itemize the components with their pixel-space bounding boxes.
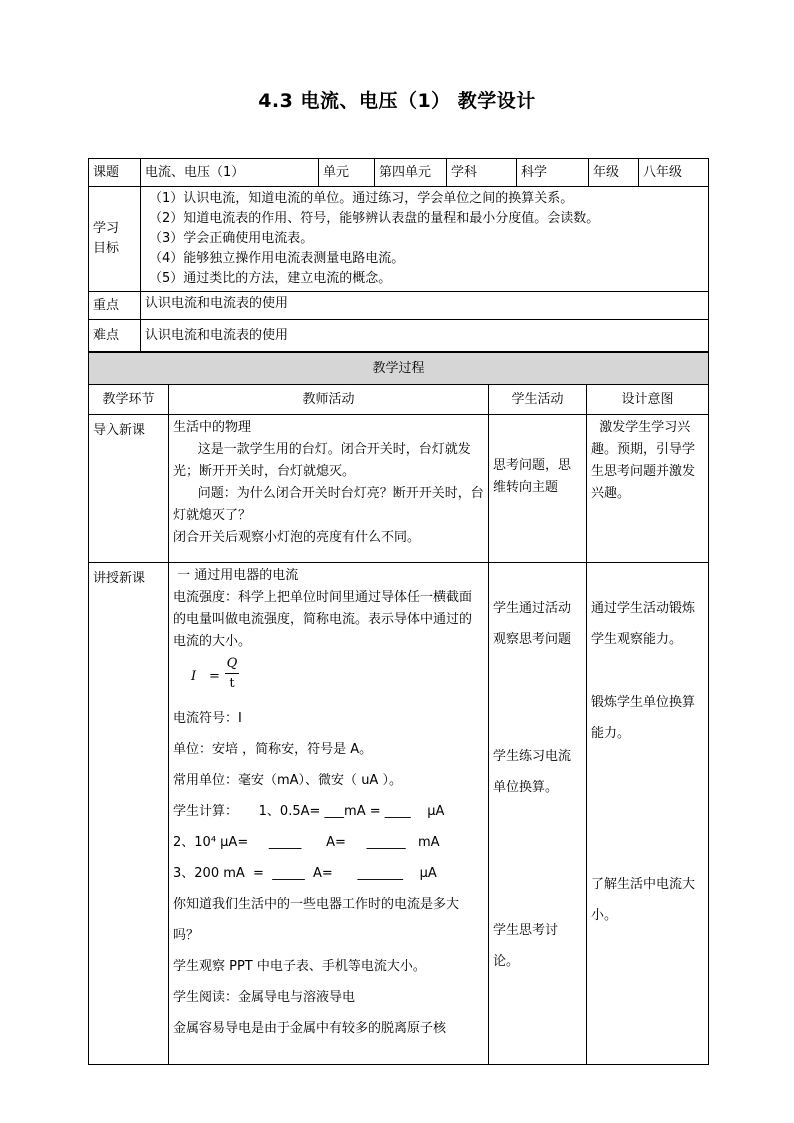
student-activity-2: 学生练习电流单位换算。 — [493, 749, 572, 795]
objectives-label-line1: 学习 — [93, 221, 120, 236]
calc-exercise-2: 2、10⁴ μA= _____ A= ______ mA — [173, 835, 440, 850]
column-header: 教学环节 — [89, 385, 169, 415]
grade-label: 年级 — [589, 159, 639, 187]
formula-equals: = — [209, 669, 220, 684]
info-table — [88, 158, 709, 352]
life-current-question: 你知道我们生活中的一些电器工作时的电流是多大吗？ — [173, 897, 460, 943]
new-teacher — [169, 563, 489, 1065]
intro-intent-text: 激发学生学习兴趣。预期，引导学生思考问题并激发兴趣。 — [591, 420, 696, 501]
subject-label: 学科 — [447, 159, 517, 187]
current-symbol: 电流符号：I — [173, 711, 242, 726]
new-heading: 一 通过用电器的电流 — [173, 568, 299, 583]
process-table — [88, 352, 709, 1065]
common-units: 常用单位：毫安（mA）、微安（ uA ）。 — [173, 773, 402, 788]
calc-exercise-3: 3、200 mA = _____ A= _______ μA — [173, 866, 437, 881]
observe-ppt: 学生观察 PPT 中电子表、手机等电流大小。 — [173, 959, 426, 974]
intent-3: 了解生活中电流大小。 — [591, 877, 696, 923]
formula-fraction — [225, 655, 239, 694]
objective-item: （5）通过类比的方法，建立电流的概念。 — [149, 271, 392, 286]
difficulty-label: 难点 — [89, 320, 141, 352]
difficulty-value: 认识电流和电流表的使用 — [141, 320, 709, 352]
subject-value: 科学 — [517, 159, 589, 187]
student-activity-1: 学生通过活动观察思考问题 — [493, 601, 572, 647]
key-point-value: 认识电流和电流表的使用 — [141, 292, 709, 320]
topic-value: 电流、电压（1） — [141, 159, 319, 187]
formula-numerator: Q — [225, 655, 239, 674]
column-header: 设计意图 — [587, 385, 709, 415]
objective-item: （4）能够独立操作用电流表测量电路电流。 — [149, 251, 405, 266]
current-definition: 电流强度：科学上把单位时间里通过导体任一横截面的电量叫做电流强度，简称电流。表示导体中通过的电流的大小。 — [173, 590, 473, 649]
intro-paragraph: 这是一款学生用的台灯。闭合开关时，台灯就发光；断开开关时，台灯就熄灭。 — [173, 442, 471, 479]
new-student — [489, 563, 587, 1065]
intent-2: 锻炼学生单位换算能力。 — [591, 695, 696, 741]
intro-stage-label: 导入新课 — [93, 423, 146, 438]
intent-1: 通过学生活动锻炼学生观察能力。 — [591, 601, 696, 647]
intro-student — [489, 415, 587, 563]
objectives-label — [89, 187, 141, 292]
formula-denominator: t — [229, 676, 235, 691]
current-formula — [173, 653, 484, 703]
new-stage — [89, 563, 169, 1065]
intro-heading: 生活中的物理 — [173, 420, 252, 435]
page-title: 4.3 电流、电压（1） 教学设计 — [258, 90, 536, 112]
topic-label: 课题 — [89, 159, 141, 187]
intro-observe: 闭合开关后观察小灯泡的亮度有什么不同。 — [173, 530, 421, 545]
objective-item: （3）学会正确使用电流表。 — [149, 231, 314, 246]
objective-item: （1）认识电流，知道电流的单位。通过练习，学会单位之间的换算关系。 — [149, 191, 574, 206]
column-header: 教师活动 — [169, 385, 489, 415]
grade-value: 八年级 — [639, 159, 709, 187]
intro-student-text: 思考问题，思维转向主题 — [493, 458, 572, 495]
objectives-list — [141, 187, 709, 292]
key-point-label: 重点 — [89, 292, 141, 320]
intro-question: 问题：为什么闭合开关时台灯亮？断开开关时，台灯就熄灭了？ — [173, 486, 484, 523]
student-activity-3: 学生思考讨论。 — [493, 923, 559, 969]
intro-intent — [587, 415, 709, 563]
objectives-label-line2: 目标 — [93, 241, 120, 256]
new-intent — [587, 563, 709, 1065]
metal-conduction: 金属容易导电是由于金属中有较多的脱离原子核 — [173, 1021, 447, 1036]
column-header: 学生活动 — [489, 385, 587, 415]
formula-lhs: I — [191, 669, 197, 684]
intro-teacher — [169, 415, 489, 563]
objective-item: （2）知道电流表的作用、符号，能够辨认表盘的量程和最小分度值。会读数。 — [149, 211, 600, 226]
current-unit: 单位：安培 ，简称安，符号是 A。 — [173, 742, 373, 757]
unit-label: 单元 — [319, 159, 375, 187]
unit-value: 第四单元 — [375, 159, 447, 187]
calc-exercise-1: 学生计算： 1、0.5A= ___mA = ____ μA — [173, 804, 445, 819]
intro-stage — [89, 415, 169, 563]
new-stage-label: 讲授新课 — [93, 571, 146, 586]
process-header: 教学过程 — [89, 353, 709, 385]
reading-task: 学生阅读：金属导电与溶液导电 — [173, 990, 356, 1005]
